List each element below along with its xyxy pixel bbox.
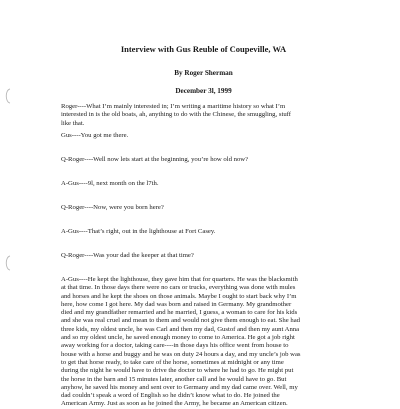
transcript-paragraph — [61, 228, 394, 236]
transcript-line: and so my oldest uncle, he saved enough money to come to America. He got a job right — [61, 334, 295, 342]
transcript-line: like that. — [61, 119, 85, 127]
transcript-line: to get that horse ready, to take care of the horse, sometimes at midnight or any time — [61, 358, 284, 366]
transcript-paragraph — [61, 276, 394, 409]
transcript-paragraph — [61, 252, 394, 260]
transcript-line: three kids, my oldest uncle, he was Carl and then my dad, Gustof and then my aunt Anna — [61, 325, 300, 333]
transcript-line: died and my grandfather remarried and he married, I guess, a woman to care for his kids — [61, 309, 298, 317]
punch-hole-mark — [4, 255, 12, 271]
transcript-paragraph — [61, 132, 394, 140]
transcript-line: A-Gus----9l, next month on the l7th. — [61, 180, 159, 187]
transcript-line: the horse in the barn and 15 minutes later, another call and he would have to go. But — [61, 375, 287, 383]
transcript-line: A-Gus----That’s right, out in the lighthouse at Fort Casey. — [61, 228, 216, 235]
transcript-line: A-Gus----He kept the lighthouse, they gave him that for quarters. He was the blacksmith — [61, 276, 298, 283]
interview-date: December 3l, 1999 — [175, 87, 232, 95]
transcript-line: Q-Roger----Well now lets start at the beginning, you’re how old now? — [61, 156, 249, 163]
transcript-line: Gus----You got me there. — [61, 132, 129, 139]
transcript-line: dad couldn’t speak a word of English so he didn’t know what to do. He joined the — [61, 392, 280, 400]
transcript-line: American Army. Just as soon as he joined the Army, he became an American citizen. — [61, 400, 288, 408]
transcript-line: Roger----What I’m mainly interested in; I’m writing a maritime history so what I’m — [61, 103, 286, 110]
transcript-paragraph — [61, 156, 394, 164]
transcript-line: and horses and he kept the shoes on those animals. Maybe I ought to start back why I’m — [61, 292, 297, 300]
transcript-paragraph — [61, 103, 394, 128]
transcript-line: house with a horse and buggy and he was on duty 24 hours a day, and my uncle’s job was — [61, 350, 301, 358]
transcript-line: and she was real cruel and mean to them and would not give them enough to eat. She had — [61, 317, 301, 325]
author-byline: By Roger Sherman — [174, 69, 233, 77]
transcript-line: anyhow, he saved his money and sent over to Germany and my dad came over. Well, my — [61, 383, 298, 391]
transcript-line: Q-Roger----Now, were you born here? — [61, 204, 164, 211]
document-title: Interview with Gus Reuble of Coupeville, WA — [120, 44, 287, 54]
transcript-line: during the night he would have to drive the doctor to where he had to go. He might put — [61, 367, 294, 375]
transcript-paragraph — [61, 204, 394, 212]
transcript-line: here, how come I got here. My dad was born and raised in Germany. My grandmother — [61, 300, 292, 308]
transcript-paragraph — [61, 180, 394, 188]
punch-hole-mark — [4, 88, 12, 104]
transcript-line: interested in is the old boats, ah, anything to do with the Chinese, the smuggling, stuff — [61, 111, 292, 119]
transcript-line: Q-Roger----Was your dad the keeper at that time? — [61, 252, 194, 259]
transcript-line: away working for a doctor, taking care----in those days his office went from house to — [61, 342, 289, 350]
transcript-line: at that time. In those days there were no cars or trucks, everything was done with mules — [61, 284, 296, 292]
